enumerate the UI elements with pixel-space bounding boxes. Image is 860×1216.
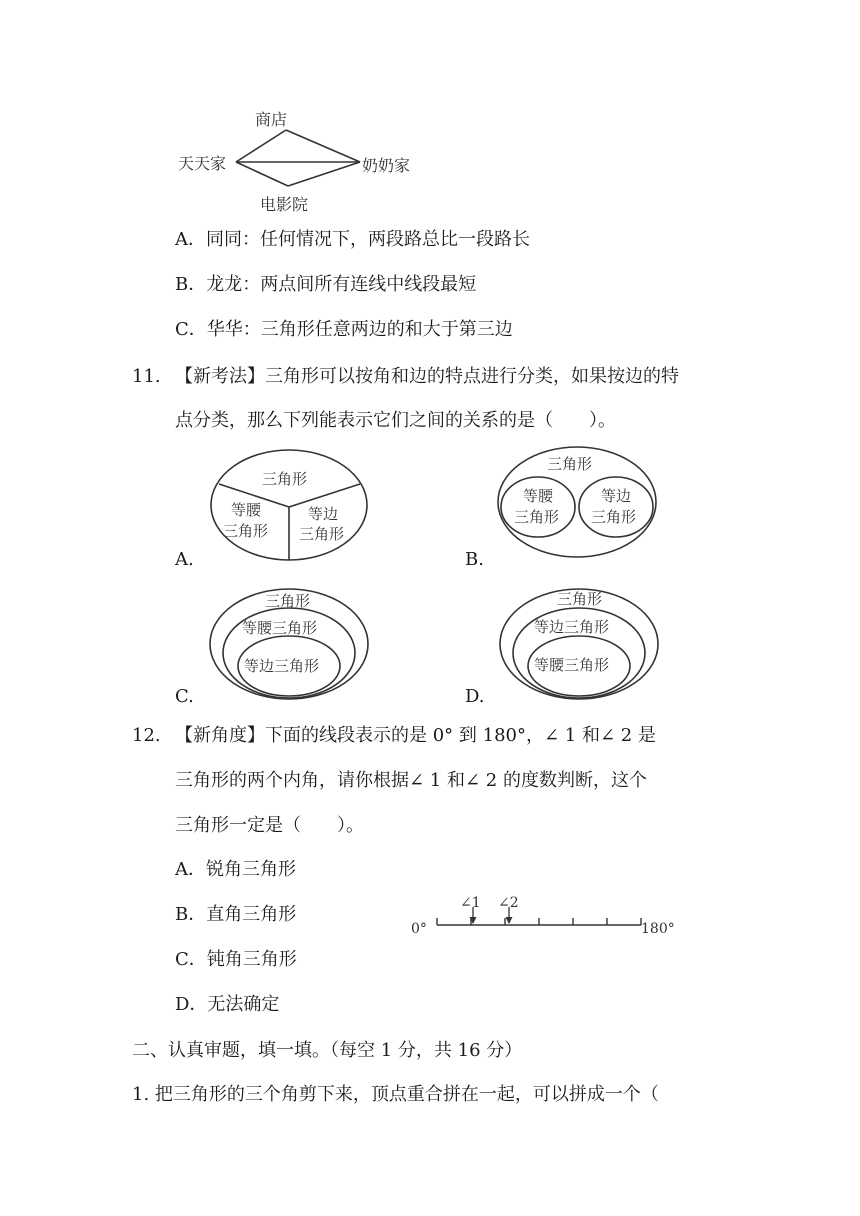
isosceles-circle — [501, 477, 575, 537]
q12-stem-line1: 【新角度】下面的线段表示的是 0° 到 180°，∠ 1 和∠ 2 是 — [175, 725, 656, 746]
label-triangle: 三角形 — [265, 592, 311, 610]
label-isosceles: 等腰三角形 — [534, 656, 610, 674]
label-isosceles-1: 等腰 — [523, 487, 554, 505]
q10-option-a: A．同同：任何情况下，两段路总比一段路长 — [175, 229, 530, 250]
route-home-to-shop — [236, 130, 286, 162]
q11-option-d-label: D. — [465, 686, 485, 707]
q12-option-b: B．直角三角形 — [175, 904, 297, 925]
q11-diagram-c — [205, 585, 375, 705]
q12-stem-line2: 三角形的两个内角，请你根据∠ 1 和∠ 2 的度数判断，这个 — [175, 770, 647, 791]
map-label-shop: 商店 — [255, 110, 288, 129]
q12-option-c: C．钝角三角形 — [175, 949, 297, 970]
label-triangle: 三角形 — [547, 455, 593, 473]
map-label-grandma: 奶奶家 — [362, 156, 411, 175]
label-isosceles-2: 三角形 — [514, 508, 560, 526]
label-triangle: 三角形 — [557, 590, 603, 608]
q11-option-a-label: A. — [175, 549, 194, 570]
label-isosceles: 等腰三角形 — [242, 619, 318, 637]
label-equilateral-1: 等边 — [308, 505, 339, 523]
label-isosceles-2: 三角形 — [223, 522, 269, 540]
label-equilateral-1: 等边 — [601, 487, 632, 505]
label-isosceles-1: 等腰 — [231, 501, 262, 519]
q11-number: 11. — [132, 366, 161, 387]
angle1-label: ∠1 — [460, 895, 481, 911]
section2-q1: 1. 把三角形的三个角剪下来，顶点重合拼在一起，可以拼成一个（ — [132, 1084, 659, 1105]
q12-option-a: A．锐角三角形 — [175, 859, 296, 880]
route-cinema-to-grandma — [288, 162, 360, 186]
angle2-arrowhead — [506, 917, 513, 924]
map-label-cinema: 电影院 — [260, 195, 309, 214]
q12-number: 12. — [132, 725, 161, 746]
end-label: 180° — [641, 921, 675, 937]
q11-option-c-label: C. — [175, 686, 194, 707]
label-equilateral-2: 三角形 — [299, 525, 345, 543]
label-triangle: 三角形 — [262, 470, 308, 488]
route-map-figure — [170, 100, 430, 220]
map-label-tiantian: 天天家 — [178, 154, 227, 173]
q11-stem-line2: 点分类，那么下列能表示它们之间的关系的是（ ）。 — [175, 410, 616, 431]
route-home-to-cinema — [236, 162, 288, 186]
q11-stem-line1: 【新考法】三角形可以按角和边的特点进行分类，如果按边的特 — [175, 366, 679, 387]
q12-number-line — [408, 893, 683, 939]
label-equilateral: 等边三角形 — [534, 618, 610, 636]
q10-option-b: B．龙龙：两点间所有连线中线段最短 — [175, 274, 477, 295]
q11-diagram-b — [495, 445, 665, 565]
q10-option-c: C．华华：三角形任意两边的和大于第三边 — [175, 319, 513, 340]
angle2-label: ∠2 — [498, 895, 519, 911]
route-shop-to-grandma — [286, 130, 360, 162]
q12-option-d: D．无法确定 — [175, 994, 280, 1015]
q11-diagram-a — [205, 448, 375, 568]
equilateral-circle — [579, 477, 653, 537]
section2-heading: 二、认真审题，填一填。（每空 1 分，共 16 分） — [132, 1040, 523, 1061]
q11-diagram-d — [495, 585, 665, 705]
q11-option-b-label: B. — [465, 549, 484, 570]
start-label: 0° — [411, 921, 427, 937]
label-equilateral-2: 三角形 — [591, 508, 637, 526]
label-equilateral: 等边三角形 — [244, 657, 320, 675]
q12-stem-line3: 三角形一定是（ ）。 — [175, 815, 364, 836]
